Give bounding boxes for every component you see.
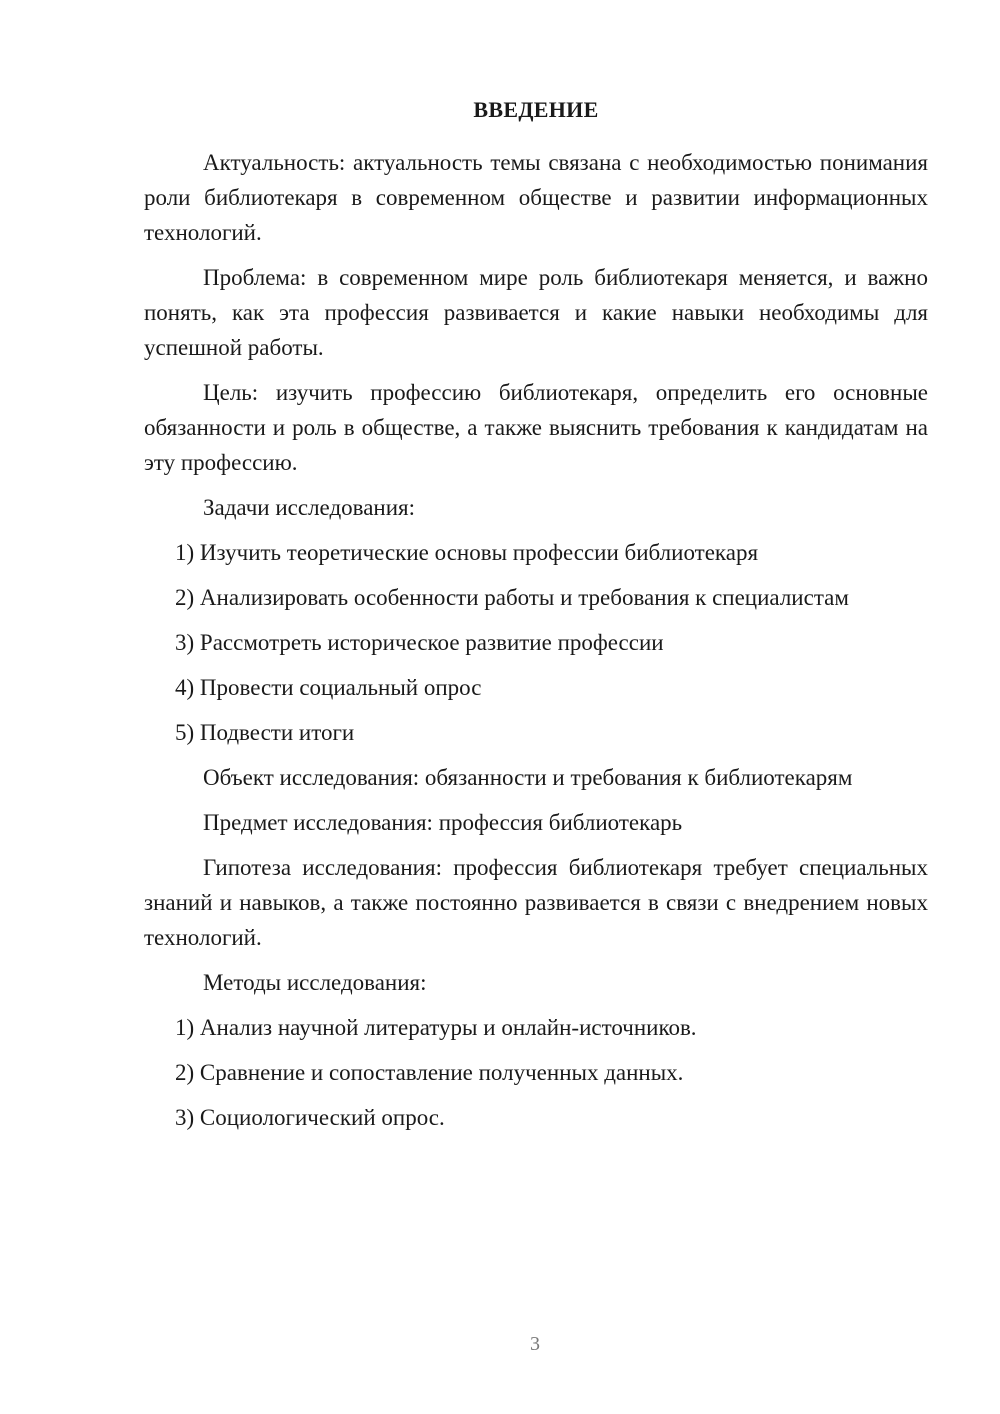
page-title: ВВЕДЕНИЕ — [473, 97, 599, 122]
tasks-heading: Задачи исследования: — [203, 495, 416, 520]
method-item: 3) Социологический опрос. — [175, 1105, 445, 1130]
task-item: 2) Анализировать особенности работы и требования к специалистам — [175, 585, 849, 610]
task-item: 3) Рассмотреть историческое развитие профессии — [175, 630, 664, 655]
task-item: 4) Провести социальный опрос — [175, 675, 482, 700]
relevance-paragraph: Актуальность: актуальность темы связана с необходимостью понимания роли библиотекаря в современном обществе и развитии информационных технологий. — [144, 150, 928, 245]
method-item: 2) Сравнение и сопоставление полученных данных. — [175, 1060, 684, 1085]
page-number: 3 — [530, 1333, 540, 1355]
object-paragraph: Объект исследования: обязанности и требования к библиотекарям — [203, 765, 853, 790]
method-item: 1) Анализ научной литературы и онлайн-источников. — [175, 1015, 697, 1040]
goal-paragraph: Цель: изучить профессию библиотекаря, определить его основные обязанности и роль в обществе, а также выяснить требования к кандидатам на эту профессию. — [144, 380, 928, 475]
page-content — [144, 95, 928, 1145]
hypothesis-paragraph: Гипотеза исследования: профессия библиотекаря требует специальных знаний и навыков, а также постоянно развивается в связи с внедрением новых технологий. — [144, 855, 928, 950]
subject-paragraph: Предмет исследования: профессия библиотекарь — [203, 810, 683, 835]
task-item: 5) Подвести итоги — [175, 720, 355, 745]
methods-heading: Методы исследования: — [203, 970, 427, 995]
problem-paragraph: Проблема: в современном мире роль библиотекаря меняется, и важно понять, как эта профессия развивается и какие навыки необходимы для успешной работы. — [144, 265, 928, 360]
task-item: 1) Изучить теоретические основы профессии библиотекаря — [175, 540, 759, 565]
